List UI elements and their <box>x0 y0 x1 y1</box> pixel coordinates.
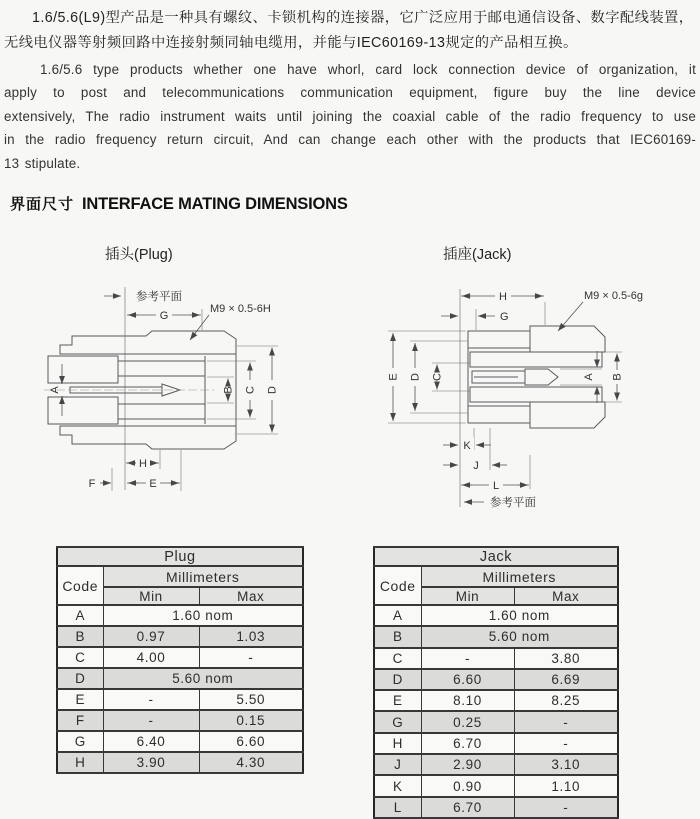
code-cell: K <box>374 775 421 796</box>
code-cell: L <box>374 797 421 818</box>
min-cell: 6.70 <box>421 733 514 754</box>
jack-dim-g: G <box>500 311 509 323</box>
code-cell: E <box>374 690 421 711</box>
code-header: Code <box>374 566 421 605</box>
table-row <box>374 626 618 647</box>
jack-thread-label: M9 × 0.5-6g <box>584 290 644 302</box>
paragraph-line: 1.6/5.6(L9)型产品是一种具有螺纹、卡锁机构的连接器，它广泛应用于邮电通信设备、数字配线装置， <box>32 10 694 26</box>
code-cell: J <box>374 754 421 775</box>
code-cell: H <box>57 752 103 773</box>
plug-dielectric-bottom <box>48 397 118 424</box>
jack-dielectric-bottom <box>470 387 602 402</box>
code-cell: B <box>57 626 103 647</box>
intro-paragraph-en <box>4 58 696 175</box>
table-row <box>374 797 618 818</box>
code-cell: C <box>57 647 103 668</box>
jack-dim-d: D <box>409 373 422 381</box>
jack-dim-a: A <box>583 373 595 381</box>
min-cell: 6.60 <box>421 669 514 690</box>
plug-diagram-title: 插头(Plug) <box>105 247 173 263</box>
max-cell: 0.15 <box>199 710 303 731</box>
max-cell: 6.69 <box>514 669 618 690</box>
code-cell: G <box>57 731 103 752</box>
jack-ref-plane-label: 参考平面 <box>490 497 536 509</box>
max-cell: - <box>514 733 618 754</box>
table-row <box>374 711 618 732</box>
paragraph-line: 1.6/5.6 type products whether one have whorl, card lock connection device of organization, it <box>40 62 696 77</box>
jack-dim-h: H <box>499 291 507 303</box>
min-cell: - <box>103 689 199 710</box>
code-header: Code <box>57 566 103 605</box>
section-heading-en: INTERFACE MATING DIMENSIONS <box>82 195 348 213</box>
plug-dim-b: B <box>222 386 235 394</box>
max-cell: 4.30 <box>199 752 303 773</box>
table-row <box>374 733 618 754</box>
min-header: Min <box>103 587 199 605</box>
min-cell: - <box>103 710 199 731</box>
paragraph-line: extensively, The radio instrument waits until joining the coaxial cable of the radio frequency to use <box>4 108 696 124</box>
table-row <box>57 689 303 710</box>
table-row <box>374 566 618 587</box>
section-heading <box>10 193 348 214</box>
jack-outer-shell-bottom <box>468 406 530 423</box>
table-row <box>374 547 618 566</box>
unit-header: Millimeters <box>103 566 303 587</box>
code-cell: H <box>374 733 421 754</box>
max-cell: - <box>514 711 618 732</box>
plug-thread-label: M9 × 0.5-6H <box>210 303 271 315</box>
unit-header: Millimeters <box>421 566 618 587</box>
table-row <box>57 647 303 668</box>
paragraph-line: in the radio frequency return circuit, And can change each other with the products that IEC60169- <box>4 132 696 148</box>
value-cell: 5.60 nom <box>421 626 618 647</box>
table-row <box>374 775 618 796</box>
plug-drawing <box>44 287 279 491</box>
jack-outer-shell-top <box>468 331 530 348</box>
intro-paragraph-zh <box>4 6 696 56</box>
plug-dim-g: G <box>159 310 169 322</box>
min-cell: 6.40 <box>103 731 199 752</box>
jack-diagram-title: 插座(Jack) <box>443 247 512 263</box>
table-row <box>374 605 618 626</box>
max-cell: - <box>514 797 618 818</box>
code-cell: E <box>57 689 103 710</box>
paragraph-line: 13 stipulate. <box>4 155 81 171</box>
max-header: Max <box>514 587 618 605</box>
code-cell: B <box>374 626 421 647</box>
code-cell: D <box>374 669 421 690</box>
table-row <box>57 752 303 773</box>
min-cell: 8.10 <box>421 690 514 711</box>
code-cell: D <box>57 668 103 689</box>
table-row <box>374 754 618 775</box>
min-cell: 6.70 <box>421 797 514 818</box>
paragraph-line: apply to post and telecommunications communication equipment, figure buy the line device <box>4 85 696 101</box>
min-cell: 0.97 <box>103 626 199 647</box>
table-row <box>57 668 303 689</box>
max-cell: 5.50 <box>199 689 303 710</box>
table-row <box>57 566 303 587</box>
min-cell: 3.90 <box>103 752 199 773</box>
table-row <box>57 710 303 731</box>
jack-dim-c: C <box>431 373 444 381</box>
jack-dim-b: B <box>611 373 624 381</box>
plug-dielectric-top <box>48 356 118 383</box>
code-cell: F <box>57 710 103 731</box>
plug-insulator-top <box>118 361 205 376</box>
jack-contact-transition <box>525 369 558 385</box>
plug-outer-shell-top <box>60 331 236 354</box>
jack-table-title: Jack <box>374 547 618 566</box>
value-cell: 1.60 nom <box>103 605 303 626</box>
code-cell: G <box>374 711 421 732</box>
max-cell: 3.80 <box>514 648 618 669</box>
max-cell: 6.60 <box>199 731 303 752</box>
jack-dielectric-top <box>470 352 602 367</box>
table-row <box>374 648 618 669</box>
plug-dim-d: D <box>266 386 279 394</box>
plug-ref-plane-label: 参考平面 <box>136 291 182 303</box>
plug-dim-e: E <box>149 478 157 490</box>
table-row <box>57 731 303 752</box>
table-row <box>374 669 618 690</box>
plug-table-title: Plug <box>57 547 303 566</box>
jack-nut-bottom <box>530 402 605 428</box>
plug-dim-f: F <box>88 478 96 490</box>
interface-drawings <box>0 276 700 516</box>
min-cell: 4.00 <box>103 647 199 668</box>
max-cell: 1.10 <box>514 775 618 796</box>
max-cell: 8.25 <box>514 690 618 711</box>
table-row <box>374 690 618 711</box>
plug-outer-shell-bottom <box>60 426 236 449</box>
value-cell: 5.60 nom <box>103 668 303 689</box>
jack-drawing <box>388 288 644 509</box>
plug-dim-c: C <box>244 386 257 394</box>
plug-dim-h: H <box>139 458 147 470</box>
plug-dimensions-table <box>56 546 304 774</box>
min-cell: 2.90 <box>421 754 514 775</box>
max-cell: 1.03 <box>199 626 303 647</box>
plug-insulator-bottom <box>118 404 205 419</box>
jack-dim-k: K <box>463 440 471 452</box>
min-cell: 0.25 <box>421 711 514 732</box>
max-cell: 3.10 <box>514 754 618 775</box>
jack-dimensions-table <box>373 546 619 819</box>
table-row <box>57 605 303 626</box>
code-cell: C <box>374 648 421 669</box>
code-cell: A <box>57 605 103 626</box>
jack-dim-j: J <box>473 460 479 472</box>
min-header: Min <box>421 587 514 605</box>
jack-dim-l: L <box>492 480 500 492</box>
paragraph-line: 无线电仪器等射频回路中连接射频同轴电缆用，并能与IEC60169-13规定的产品相互换。 <box>4 35 578 51</box>
max-header: Max <box>199 587 303 605</box>
min-cell: - <box>421 648 514 669</box>
section-heading-zh: 界面尺寸 <box>10 196 75 213</box>
max-cell: - <box>199 647 303 668</box>
table-row <box>57 626 303 647</box>
jack-dim-e: E <box>387 373 400 381</box>
table-row <box>57 547 303 566</box>
plug-dim-a: A <box>49 386 61 394</box>
min-cell: 0.90 <box>421 775 514 796</box>
value-cell: 1.60 nom <box>421 605 618 626</box>
jack-nut-top <box>530 326 605 352</box>
code-cell: A <box>374 605 421 626</box>
